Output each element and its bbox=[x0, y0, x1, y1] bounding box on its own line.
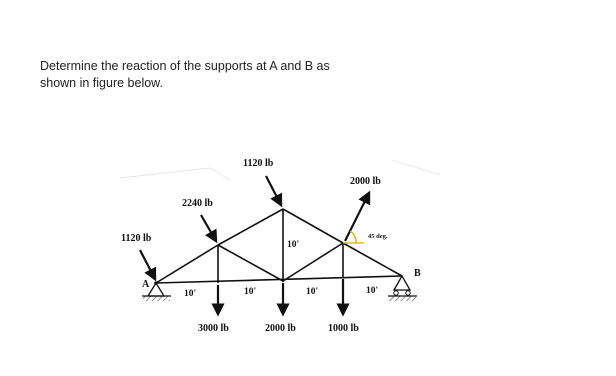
load-label-inclined: 2000 lb bbox=[350, 176, 381, 187]
load-arrow-top bbox=[266, 176, 281, 205]
dimension-span-4: 10' bbox=[366, 286, 379, 296]
truss-members bbox=[156, 209, 402, 283]
load-label-left-upper: 2240 lb bbox=[182, 198, 213, 209]
top-chord-right-inner bbox=[283, 209, 343, 243]
angle-label: 45 deg. bbox=[368, 233, 388, 240]
question-line-1: Determine the reaction of the supports at A and B as bbox=[40, 59, 330, 73]
diagonal-left bbox=[218, 245, 283, 281]
top-chord-right-outer bbox=[343, 243, 402, 276]
load-label-bottom-3: 1000 lb bbox=[328, 323, 359, 334]
dimension-span-2: 10' bbox=[244, 287, 257, 297]
top-chord-left-inner bbox=[218, 209, 283, 245]
load-arrow-left-upper bbox=[201, 215, 216, 241]
support-label-a: A bbox=[142, 279, 150, 290]
scan-noise bbox=[120, 160, 440, 180]
support-b-roller bbox=[388, 276, 417, 301]
load-label-left-end: 1120 lb bbox=[121, 233, 152, 244]
load-label-bottom-1: 3000 lb bbox=[198, 323, 229, 334]
dimension-span-1: 10' bbox=[184, 289, 197, 299]
load-arrow-left-end bbox=[140, 250, 155, 279]
load-arrow-inclined bbox=[345, 193, 369, 241]
top-chord-left-outer bbox=[156, 245, 218, 283]
dimension-span-3: 10' bbox=[306, 287, 319, 297]
load-label-bottom-2: 2000 lb bbox=[265, 323, 296, 334]
support-label-b: B bbox=[414, 268, 421, 279]
dimension-height: 10' bbox=[287, 240, 300, 250]
question-line-2: shown in figure below. bbox=[40, 76, 163, 90]
load-label-top: 1120 lb bbox=[243, 158, 274, 169]
